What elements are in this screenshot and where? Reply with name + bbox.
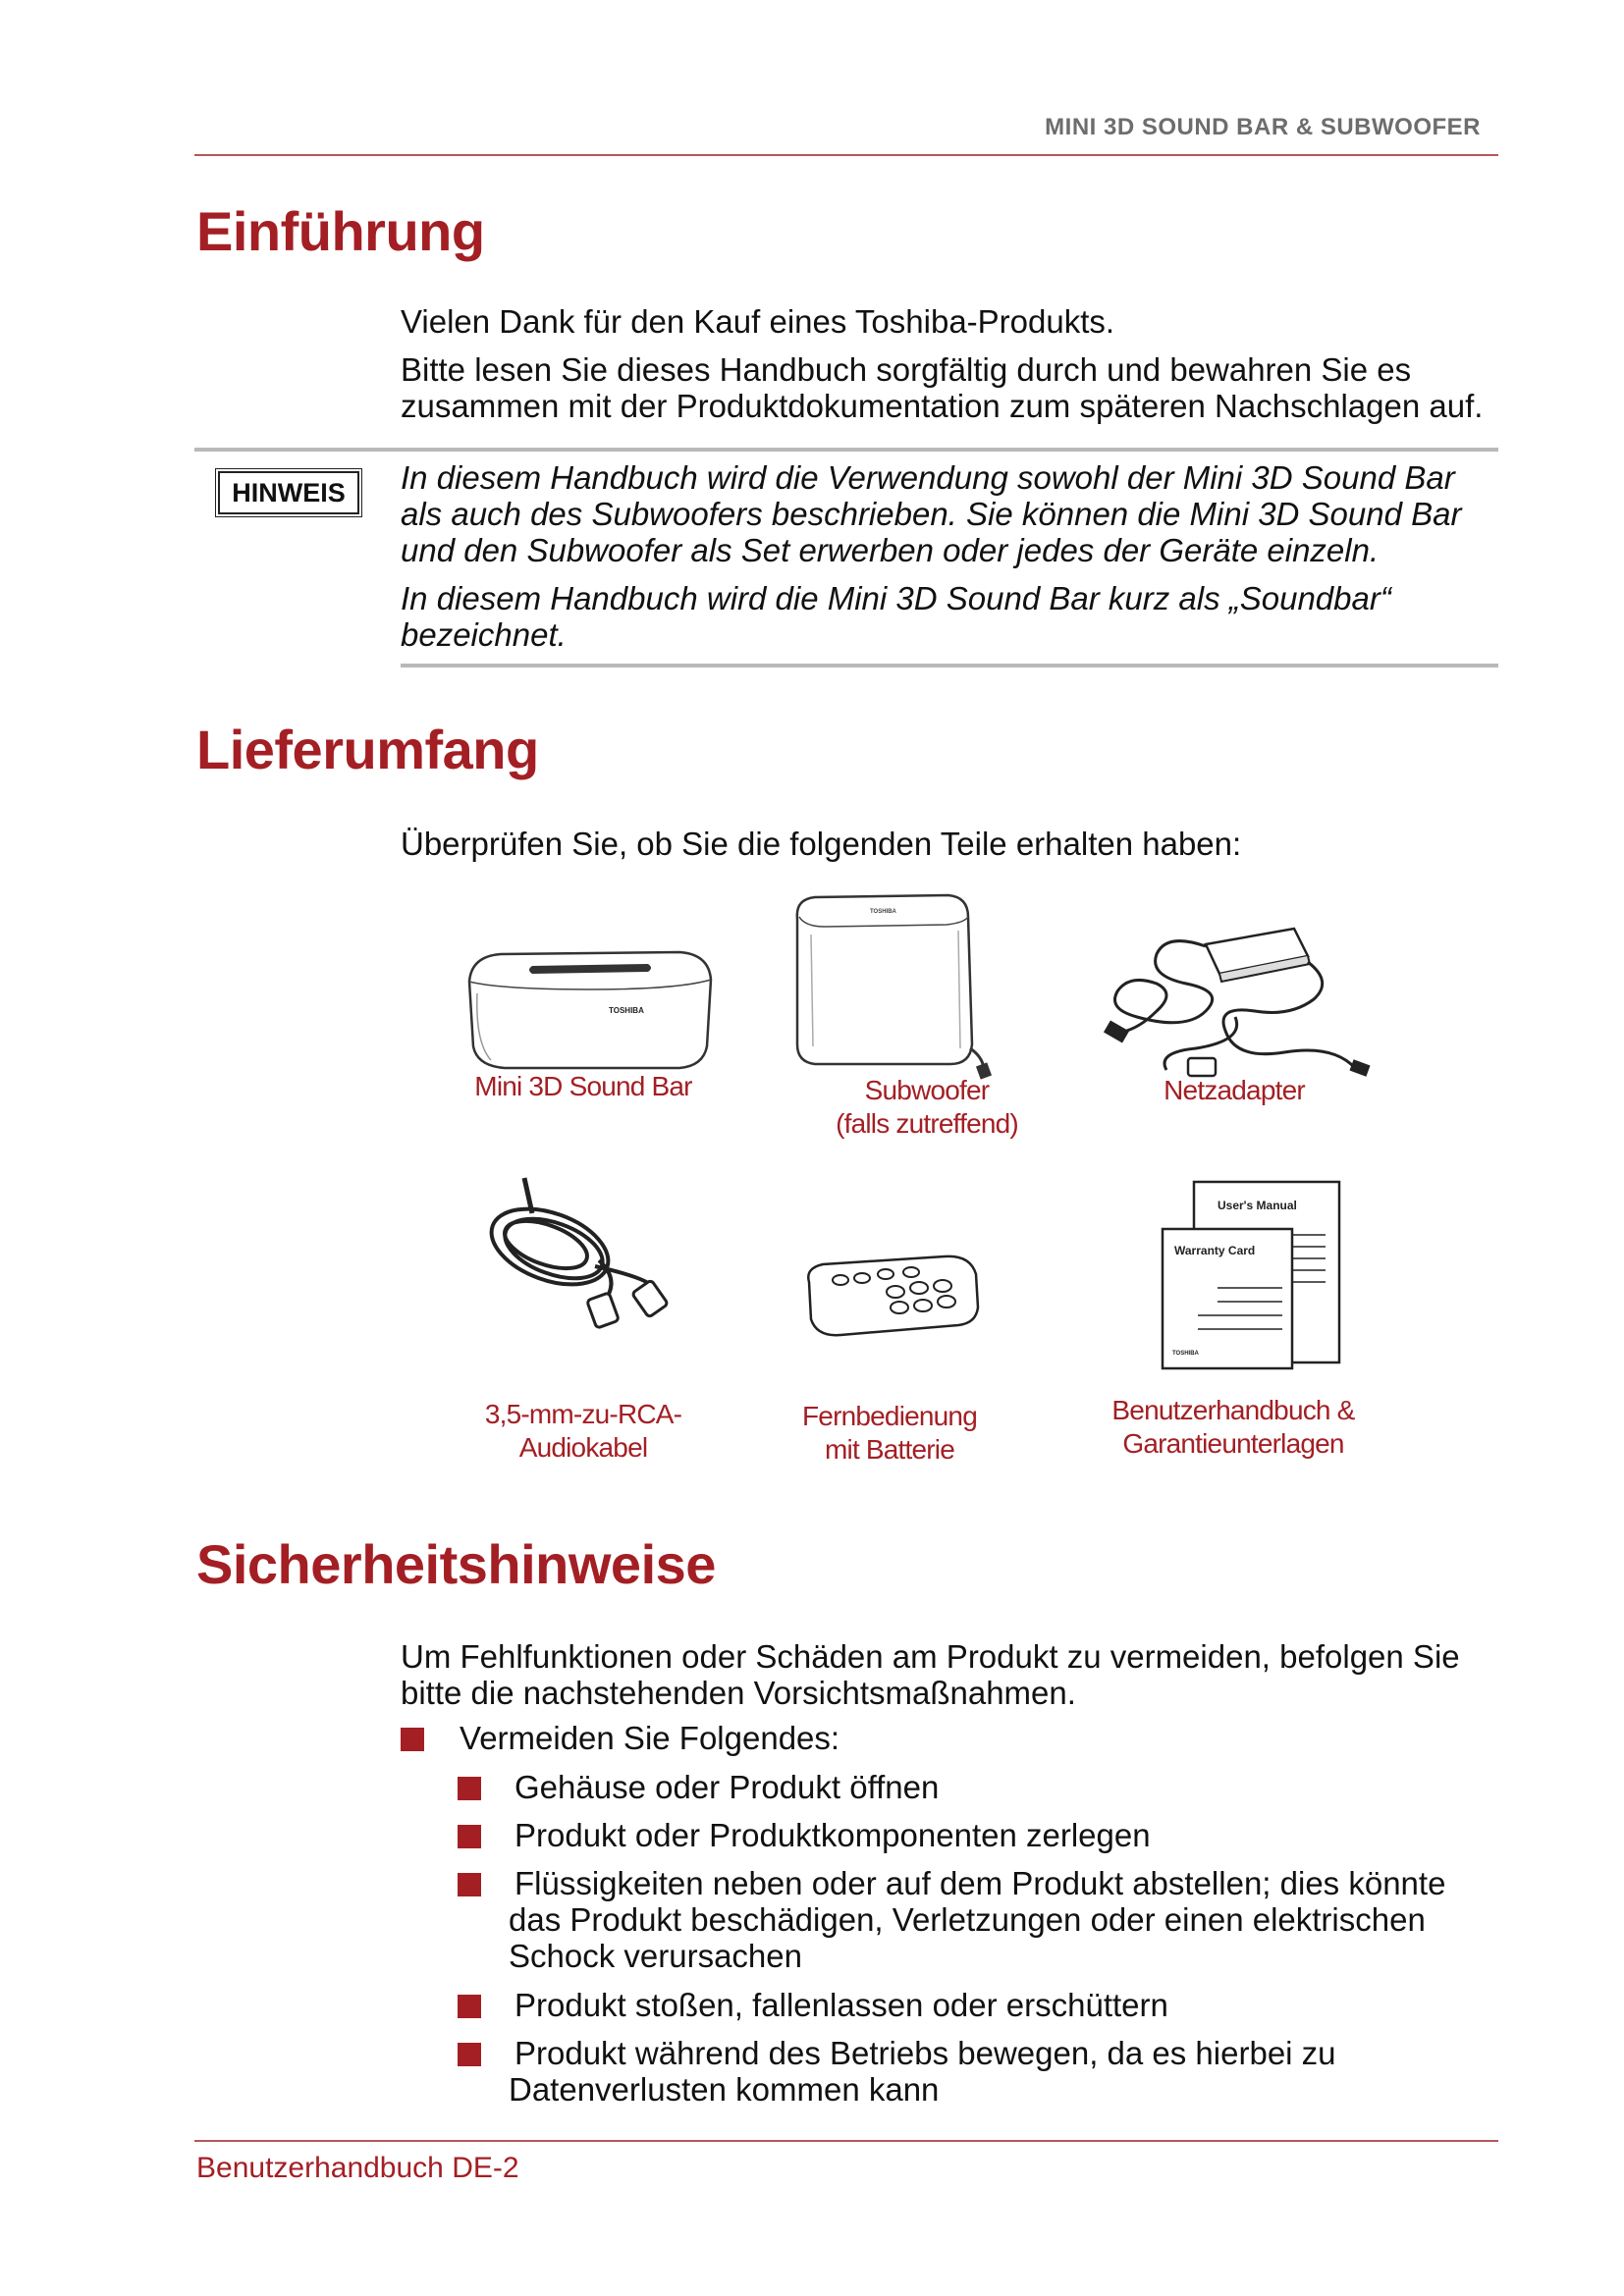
bullet-sub-1 (458, 1777, 481, 1800)
power-adapter-icon (1098, 923, 1382, 1080)
bullet-sub-3 (458, 1873, 481, 1896)
safety-sub-item-2: Produkt oder Produktkomponenten zerlegen (514, 1817, 1151, 1853)
caption-soundbar: Mini 3D Sound Bar (474, 1071, 692, 1101)
doc-brand: TOSHIBA (1172, 1351, 1199, 1357)
caption-manual-line-2: Garantieunterlagen (1122, 1428, 1344, 1459)
note-top-rule (194, 448, 1498, 452)
bullet-sub-5 (458, 2043, 481, 2066)
subwoofer-brand: TOSHIBA (870, 909, 896, 915)
note-line-5: bezeichnet. (401, 616, 567, 653)
caption-manual-line-1: Benutzerhandbuch & (1111, 1395, 1355, 1425)
caption-audio-cable-line-2: Audiokabel (518, 1432, 648, 1463)
safety-lead-line-2: bitte die nachstehenden Vorsichtsmaßnahmen. (401, 1675, 1076, 1711)
doc-title-warranty: Warranty Card (1174, 1244, 1256, 1257)
manual-warranty-icon (1159, 1178, 1349, 1370)
safety-sub-item-3-line-3: Schock verursachen (509, 1938, 802, 1974)
heading-lieferumfang: Lieferumfang (196, 719, 539, 780)
bullet-top (401, 1728, 424, 1751)
header-rule (194, 154, 1498, 156)
note-label: HINWEIS (218, 471, 359, 514)
caption-remote-line-2: mit Batterie (825, 1434, 954, 1465)
note-line-3: und den Subwoofer als Set erwerben oder jedes der Geräte einzeln. (401, 532, 1380, 568)
safety-lead-line-1: Um Fehlfunktionen oder Schäden am Produkt zu vermeiden, befolgen Sie (401, 1638, 1460, 1675)
safety-sub-item-5-line-2: Datenverlusten kommen kann (509, 2071, 940, 2108)
soundbar-icon (461, 944, 717, 1074)
caption-audio-cable-line-1: 3,5-mm-zu-RCA- (484, 1399, 682, 1429)
page-footer: Benutzerhandbuch DE-2 (196, 2152, 519, 2184)
safety-sub-item-5-line-1: Produkt während des Betriebs bewegen, da es hierbei zu (514, 2035, 1336, 2071)
bullet-sub-2 (458, 1825, 481, 1848)
footer-rule (194, 2140, 1498, 2142)
soundbar-brand: TOSHIBA (609, 1006, 644, 1015)
contents-lead: Überprüfen Sie, ob Sie die folgenden Teile erhalten haben: (401, 826, 1242, 862)
caption-subwoofer-line-1: Subwoofer (864, 1075, 990, 1105)
heading-einfuehrung: Einführung (196, 200, 485, 262)
running-header: MINI 3D SOUND BAR & SUBWOOFER (1045, 114, 1481, 140)
safety-sub-item-4: Produkt stoßen, fallenlassen oder erschüttern (514, 1987, 1168, 2023)
caption-subwoofer-line-2: (falls zutreffend) (836, 1108, 1018, 1139)
doc-title-manual: User's Manual (1218, 1199, 1297, 1212)
intro-paragraph-2-line-2: zusammen mit der Produktdokumentation zum späteren Nachschlagen auf. (401, 388, 1484, 424)
heading-sicherheitshinweise: Sicherheitshinweise (196, 1533, 716, 1595)
subwoofer-icon (785, 891, 1011, 1080)
remote-control-icon (801, 1253, 984, 1341)
note-line-1: In diesem Handbuch wird die Verwendung sowohl der Mini 3D Sound Bar (401, 459, 1455, 496)
caption-remote-line-1: Fernbedienung (802, 1401, 977, 1431)
safety-sub-item-3-line-2: das Produkt beschädigen, Verletzungen oder einen elektrischen (509, 1901, 1426, 1938)
intro-paragraph-1: Vielen Dank für den Kauf eines Toshiba-Produkts. (401, 303, 1115, 340)
note-line-4: In diesem Handbuch wird die Mini 3D Sound Bar kurz als „Soundbar“ (401, 580, 1391, 616)
intro-paragraph-2-line-1: Bitte lesen Sie dieses Handbuch sorgfältig durch und bewahren Sie es (401, 351, 1412, 388)
safety-sub-item-3-line-1: Flüssigkeiten neben oder auf dem Produkt abstellen; dies könnte (514, 1865, 1446, 1901)
safety-sub-item-1: Gehäuse oder Produkt öffnen (514, 1769, 940, 1805)
safety-top-item: Vermeiden Sie Folgendes: (460, 1720, 840, 1756)
bullet-sub-4 (458, 1995, 481, 2018)
audio-cable-icon (481, 1170, 687, 1337)
note-bottom-rule (401, 664, 1498, 667)
note-line-2: als auch des Subwoofers beschrieben. Sie können die Mini 3D Sound Bar (401, 496, 1462, 532)
caption-power-adapter: Netzadapter (1164, 1075, 1305, 1105)
